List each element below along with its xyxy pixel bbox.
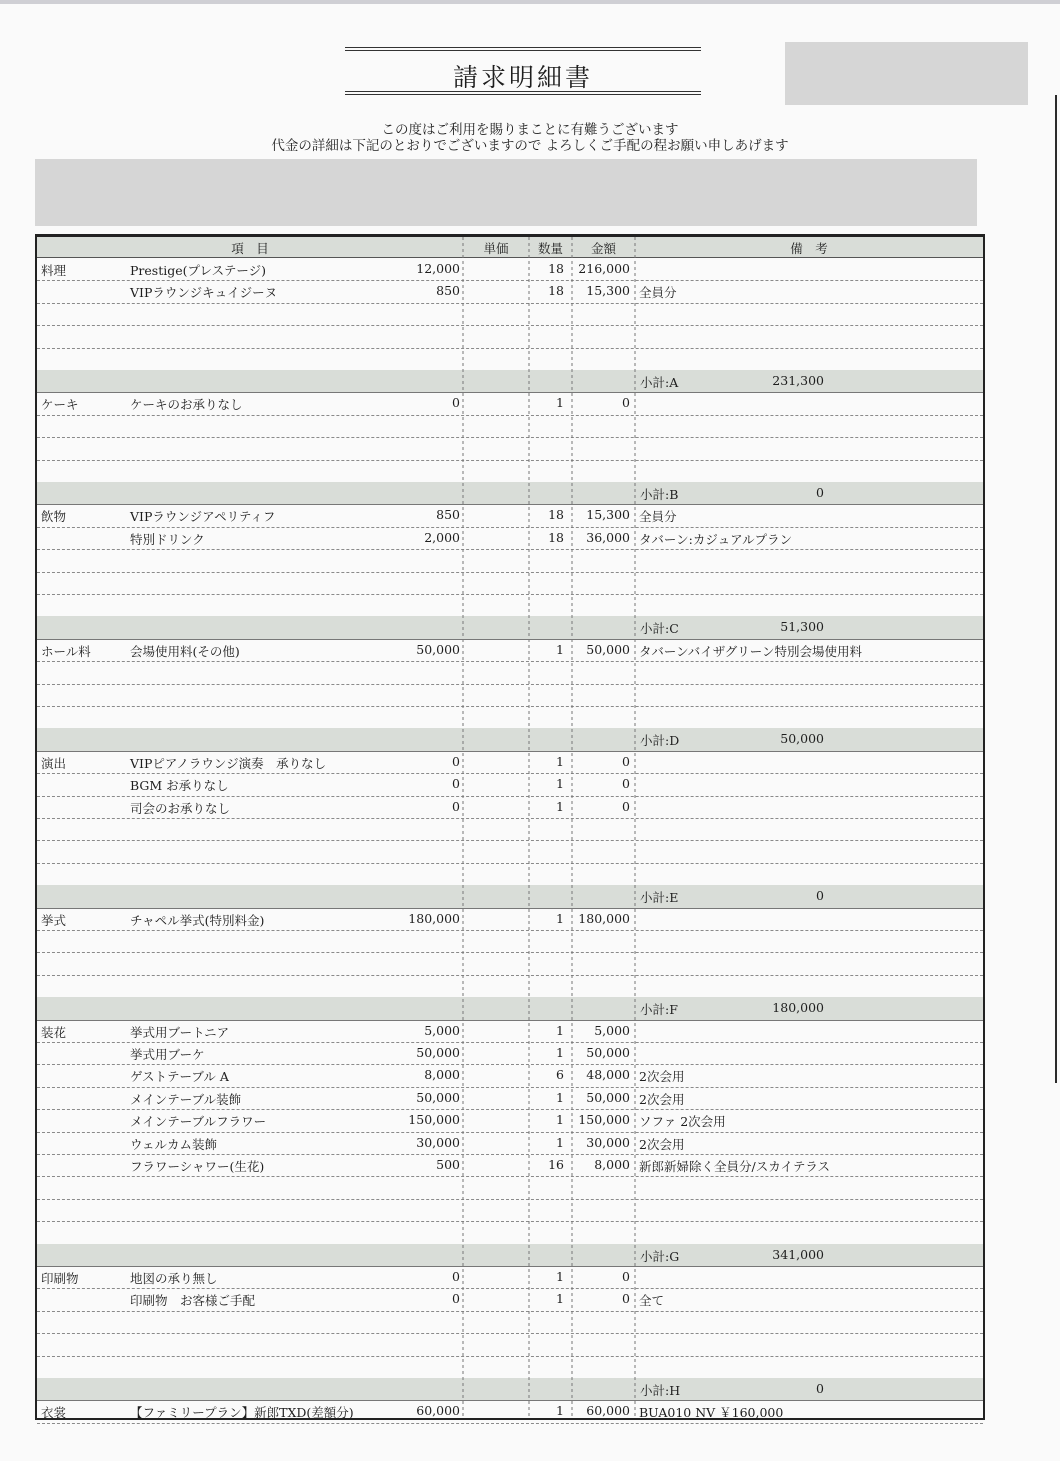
price-cell: 50,000 — [416, 1045, 460, 1060]
header-note: 備 考 — [790, 241, 828, 256]
blank-row — [37, 1176, 983, 1199]
qty-cell: 18 — [548, 529, 564, 545]
item-cell: 印刷物 お客様ご手配 — [130, 1293, 256, 1309]
item-cell: ゲストテーブル A — [130, 1069, 229, 1085]
table-row — [37, 1042, 983, 1065]
note-cell: タバーン:カジュアルプラン — [639, 531, 793, 547]
table-row — [37, 1109, 983, 1132]
blank-row — [37, 437, 983, 460]
subtotal-label: 小計:A — [640, 375, 679, 390]
table-row — [37, 1154, 983, 1177]
intro-line-2: 代金の詳細は下記のとおりでございますので よろしくご手配の程お願い申しあげます — [271, 138, 789, 154]
blank-row — [37, 930, 983, 953]
category-cell: ケーキ — [41, 397, 79, 413]
table-row — [37, 1132, 983, 1155]
amount-cell: 0 — [622, 753, 630, 769]
price-cell: 0 — [452, 395, 460, 411]
subtotal-row — [37, 1244, 983, 1267]
subtotal-row — [37, 728, 983, 751]
title-rule-bottom — [345, 91, 701, 95]
page-edge — [1055, 95, 1057, 1083]
note-cell: 2次会用 — [639, 1091, 685, 1107]
top-border — [0, 0, 1060, 4]
subtotal-row — [37, 482, 983, 505]
item-cell: チャペル挙式(特別料金) — [130, 912, 265, 928]
table-row — [37, 392, 983, 415]
blank-row — [37, 572, 983, 595]
qty-cell: 18 — [548, 283, 564, 299]
price-cell: 0 — [452, 776, 460, 792]
item-cell: 会場使用料(その他) — [130, 643, 240, 659]
price-cell: 0 — [452, 798, 460, 814]
qty-cell: 1 — [556, 1403, 564, 1419]
price-cell: 50,000 — [416, 1089, 460, 1105]
item-cell: 挙式用ブーケ — [130, 1047, 205, 1062]
subtotal-row — [37, 1378, 983, 1401]
price-cell: 12,000 — [416, 261, 460, 276]
category-cell: 印刷物 — [41, 1271, 79, 1286]
amount-cell: 15,300 — [586, 283, 630, 299]
qty-cell: 1 — [556, 1022, 564, 1038]
qty-cell: 1 — [556, 753, 564, 769]
qty-cell: 1 — [556, 776, 564, 792]
redacted-customer-info — [35, 159, 977, 226]
item-cell: ウェルカム装飾 — [130, 1136, 218, 1152]
intro-line-1: この度はご利用を賜りまことに有難うございます — [381, 122, 679, 138]
table-row — [37, 751, 983, 774]
price-cell: 30,000 — [416, 1134, 460, 1150]
table-row — [37, 908, 983, 931]
table-row — [37, 1288, 983, 1311]
subtotal-value: 0 — [816, 888, 824, 904]
table-row — [37, 1400, 983, 1423]
subtotal-row — [37, 370, 983, 393]
item-cell: 司会のお承りなし — [130, 800, 231, 816]
item-cell: フラワーシャワー(生花) — [130, 1159, 265, 1174]
item-cell: VIPラウンジキュイジーヌ — [130, 285, 278, 301]
subtotal-value: 51,300 — [780, 619, 824, 635]
amount-cell: 180,000 — [578, 910, 630, 926]
blank-row — [37, 818, 983, 841]
amount-cell: 0 — [622, 798, 630, 814]
subtotal-value: 50,000 — [780, 731, 824, 747]
subtotal-value: 180,000 — [772, 1000, 824, 1016]
price-cell: 850 — [436, 507, 460, 523]
category-cell: 料理 — [41, 263, 67, 278]
header-qty: 数量 — [537, 241, 563, 256]
note-cell: 新郎新婦除く全員分/スカイテラス — [639, 1159, 830, 1174]
item-cell: 特別ドリンク — [130, 531, 205, 547]
table-row — [37, 1020, 983, 1043]
table-row — [37, 1266, 983, 1289]
table-row — [37, 258, 983, 281]
blank-row — [37, 840, 983, 863]
blank-row — [37, 1221, 983, 1244]
note-cell: 全員分 — [639, 509, 677, 525]
price-cell: 180,000 — [408, 910, 460, 926]
note-cell: タバーンバイザグリーン特別会場使用料 — [639, 643, 863, 659]
table-row — [37, 796, 983, 819]
note-cell: BUA010 NV ￥160,000 — [639, 1405, 784, 1421]
note-cell: 2次会用 — [639, 1136, 685, 1152]
invoice-table — [35, 234, 985, 1420]
amount-cell: 0 — [622, 1291, 630, 1307]
subtotal-label: 小計:H — [640, 1383, 681, 1398]
blank-row — [37, 1333, 983, 1356]
amount-cell: 216,000 — [578, 261, 630, 276]
note-cell: ソファ 2次会用 — [639, 1114, 726, 1130]
blank-row — [37, 975, 983, 998]
item-cell: Prestige(プレステージ) — [130, 263, 266, 278]
table-row — [37, 639, 983, 662]
amount-cell: 8,000 — [594, 1157, 630, 1172]
category-cell: ホール料 — [41, 643, 91, 659]
qty-cell: 1 — [556, 395, 564, 411]
blank-row — [37, 594, 983, 617]
subtotal-row — [37, 997, 983, 1020]
table-row — [37, 773, 983, 796]
blank-row — [37, 1311, 983, 1334]
redacted-stamp-box — [785, 42, 1028, 105]
subtotal-label: 小計:E — [640, 890, 679, 906]
amount-cell: 36,000 — [586, 529, 630, 545]
subtotal-value: 0 — [816, 485, 824, 500]
amount-cell: 50,000 — [586, 1045, 630, 1060]
qty-cell: 18 — [548, 507, 564, 523]
amount-cell: 5,000 — [594, 1022, 630, 1038]
qty-cell: 1 — [556, 910, 564, 926]
table-header — [37, 237, 983, 258]
note-cell: 全て — [639, 1293, 665, 1309]
header-item: 項 目 — [231, 241, 269, 256]
table-row — [37, 1064, 983, 1087]
category-cell: 装花 — [41, 1024, 67, 1040]
category-cell: 演出 — [41, 755, 67, 771]
title-rule-top — [345, 47, 701, 51]
qty-cell: 1 — [556, 1269, 564, 1284]
subtotal-value: 0 — [816, 1381, 824, 1396]
blank-row — [37, 952, 983, 975]
subtotal-label: 小計:F — [640, 1002, 678, 1018]
qty-cell: 1 — [556, 1291, 564, 1307]
note-cell: 全員分 — [639, 285, 677, 301]
amount-cell: 150,000 — [578, 1112, 630, 1128]
price-cell: 8,000 — [424, 1067, 460, 1083]
qty-cell: 1 — [556, 798, 564, 814]
header-price: 単価 — [483, 241, 509, 256]
item-cell: BGM お承りなし — [130, 778, 229, 794]
subtotal-label: 小計:B — [640, 487, 679, 502]
title-block — [345, 47, 701, 97]
item-cell: メインテーブルフラワー — [130, 1114, 267, 1130]
qty-cell: 6 — [556, 1067, 564, 1083]
amount-cell: 50,000 — [586, 641, 630, 657]
price-cell: 50,000 — [416, 641, 460, 657]
subtotal-row — [37, 885, 983, 908]
price-cell: 850 — [436, 283, 460, 299]
blank-row — [37, 415, 983, 438]
item-cell: メインテーブル装飾 — [130, 1091, 242, 1107]
blank-row — [37, 1199, 983, 1222]
subtotal-label: 小計:G — [640, 1248, 680, 1264]
table-row — [37, 1087, 983, 1110]
amount-cell: 0 — [622, 776, 630, 792]
item-cell: VIPラウンジアペリティフ — [130, 509, 276, 525]
item-cell: 地図の承り無し — [130, 1271, 218, 1286]
page-title: 請求明細書 — [452, 63, 593, 92]
item-cell: ケーキのお承りなし — [130, 397, 243, 413]
qty-cell: 18 — [548, 261, 564, 276]
table-row — [37, 280, 983, 303]
amount-cell: 0 — [622, 1269, 630, 1284]
table-row — [37, 504, 983, 527]
blank-row — [37, 549, 983, 572]
item-cell: 挙式用ブートニア — [130, 1024, 230, 1040]
category-cell: 挙式 — [41, 912, 67, 928]
subtotal-value: 231,300 — [772, 373, 824, 388]
subtotal-label: 小計:C — [640, 621, 679, 637]
qty-cell: 16 — [548, 1157, 564, 1172]
item-cell: VIPピアノラウンジ演奏 承りなし — [130, 755, 327, 771]
blank-row — [37, 303, 983, 326]
table-row — [37, 527, 983, 550]
price-cell: 0 — [452, 753, 460, 769]
qty-cell: 1 — [556, 1045, 564, 1060]
price-cell: 2,000 — [424, 529, 460, 545]
amount-cell: 60,000 — [586, 1403, 630, 1419]
price-cell: 500 — [436, 1157, 460, 1172]
category-cell: 飲物 — [41, 509, 67, 525]
price-cell: 5,000 — [424, 1022, 460, 1038]
qty-cell: 1 — [556, 1134, 564, 1150]
blank-row — [37, 661, 983, 684]
blank-row — [37, 325, 983, 348]
blank-row — [37, 460, 983, 483]
subtotal-value: 341,000 — [772, 1246, 824, 1262]
amount-cell: 48,000 — [586, 1067, 630, 1083]
subtotal-row — [37, 616, 983, 639]
blank-row — [37, 863, 983, 886]
price-cell: 60,000 — [416, 1403, 460, 1419]
price-cell: 150,000 — [408, 1112, 460, 1128]
price-cell: 0 — [452, 1291, 460, 1307]
amount-cell: 0 — [622, 395, 630, 411]
amount-cell: 30,000 — [586, 1134, 630, 1150]
amount-cell: 50,000 — [586, 1089, 630, 1105]
category-cell: 衣裳 — [41, 1405, 67, 1421]
amount-cell: 15,300 — [586, 507, 630, 523]
item-cell: 【ファミリープラン】新郎TXD(差額分) — [130, 1405, 354, 1421]
note-cell: 2次会用 — [639, 1069, 685, 1085]
qty-cell: 1 — [556, 641, 564, 657]
qty-cell: 1 — [556, 1089, 564, 1105]
blank-row — [37, 706, 983, 729]
blank-row — [37, 1356, 983, 1379]
subtotal-label: 小計:D — [640, 733, 680, 749]
header-amount: 金額 — [590, 241, 616, 256]
price-cell: 0 — [452, 1269, 460, 1284]
qty-cell: 1 — [556, 1112, 564, 1128]
blank-row — [37, 348, 983, 371]
blank-row — [37, 684, 983, 707]
